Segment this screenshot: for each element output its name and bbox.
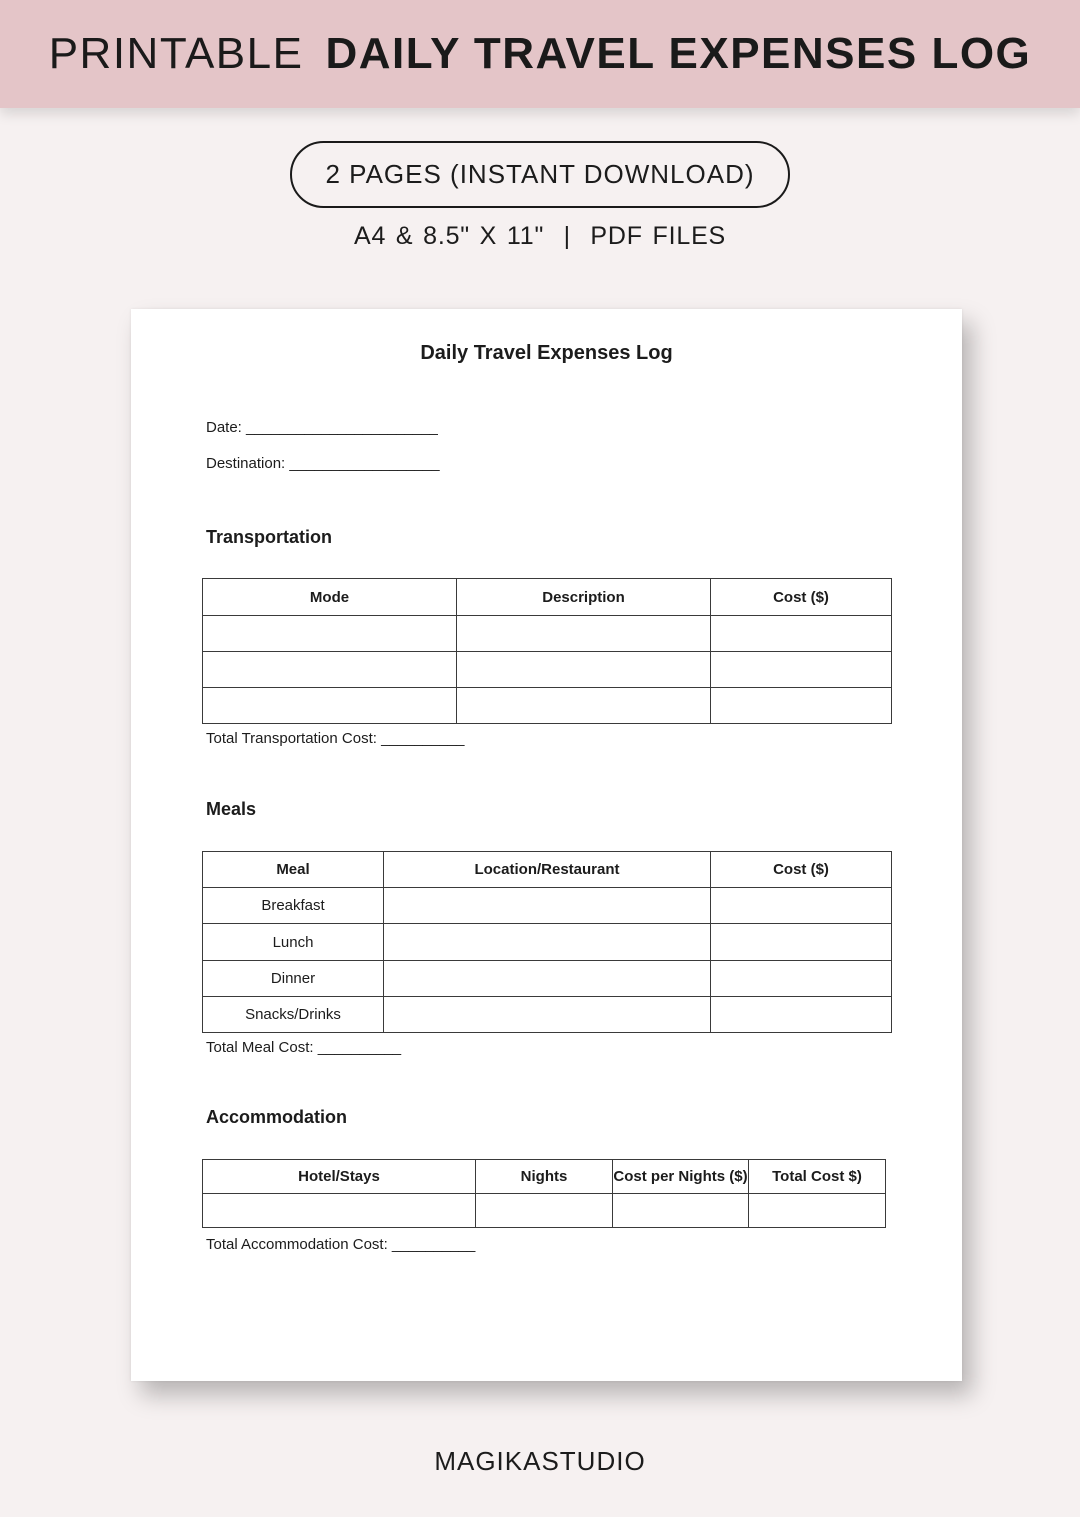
expense-sheet [131,309,962,1381]
column-header-description: Description [457,579,711,616]
column-header-hotel: Hotel/Stays [203,1160,476,1194]
meal-name: Lunch [203,924,384,961]
table-cell [457,616,711,652]
column-header-meal: Meal [203,852,384,888]
accommodation-total: Total Accommodation Cost: __________ [206,1236,476,1253]
table-row [203,1194,886,1228]
table-cell [613,1194,749,1228]
table-row [203,888,892,924]
destination-field: Destination: __________________ [206,455,440,472]
table-cell [749,1194,886,1228]
transportation-total: Total Transportation Cost: __________ [206,730,465,747]
table-row [203,961,892,997]
table-row [203,688,892,724]
table-row [203,616,892,652]
table-row [203,924,892,961]
accommodation-heading: Accommodation [206,1107,348,1127]
table-cell [203,652,457,688]
column-header-cost: Cost ($) [711,852,892,888]
format-line: A4 & 8.5" X 11" | PDF FILES [353,222,727,250]
brand-footer: MAGIKASTUDIO [434,1446,646,1476]
table-cell [711,616,892,652]
table-cell [711,924,892,961]
table-cell [384,888,711,924]
meal-name: Snacks/Drinks [203,997,384,1033]
table-cell [711,961,892,997]
table-row [203,997,892,1033]
transportation-table [202,578,892,724]
table-cell [203,616,457,652]
table-row [203,652,892,688]
column-header-mode: Mode [203,579,457,616]
column-header-total-cost: Total Cost $) [749,1160,886,1194]
accommodation-table [202,1159,886,1228]
banner-title: DAILY TRAVEL EXPENSES LOG [325,29,1032,78]
table-cell [384,997,711,1033]
table-header-row [203,852,892,888]
table-cell [476,1194,613,1228]
column-header-cost: Cost ($) [711,579,892,616]
table-header-row [203,579,892,616]
table-header-row [203,1160,886,1194]
table-cell [457,652,711,688]
sheet-title: Daily Travel Expenses Log [420,342,673,364]
table-cell [384,961,711,997]
table-cell [711,688,892,724]
date-field: Date: _______________________ [206,419,438,436]
transportation-heading: Transportation [206,527,333,547]
meals-heading: Meals [206,799,257,819]
table-cell [457,688,711,724]
column-header-cost-per-night: Cost per Nights ($) [613,1160,749,1194]
table-cell [203,1194,476,1228]
banner-prefix: PRINTABLE [48,29,304,78]
column-header-location: Location/Restaurant [384,852,711,888]
table-cell [711,652,892,688]
table-cell [711,997,892,1033]
meals-total: Total Meal Cost: __________ [206,1039,402,1056]
column-header-nights: Nights [476,1160,613,1194]
meals-table [202,851,892,1033]
table-cell [384,924,711,961]
header-banner [0,0,1080,108]
table-cell [711,888,892,924]
meal-name: Breakfast [203,888,384,924]
pages-badge: 2 PAGES (INSTANT DOWNLOAD) [290,141,790,208]
table-cell [203,688,457,724]
meal-name: Dinner [203,961,384,997]
